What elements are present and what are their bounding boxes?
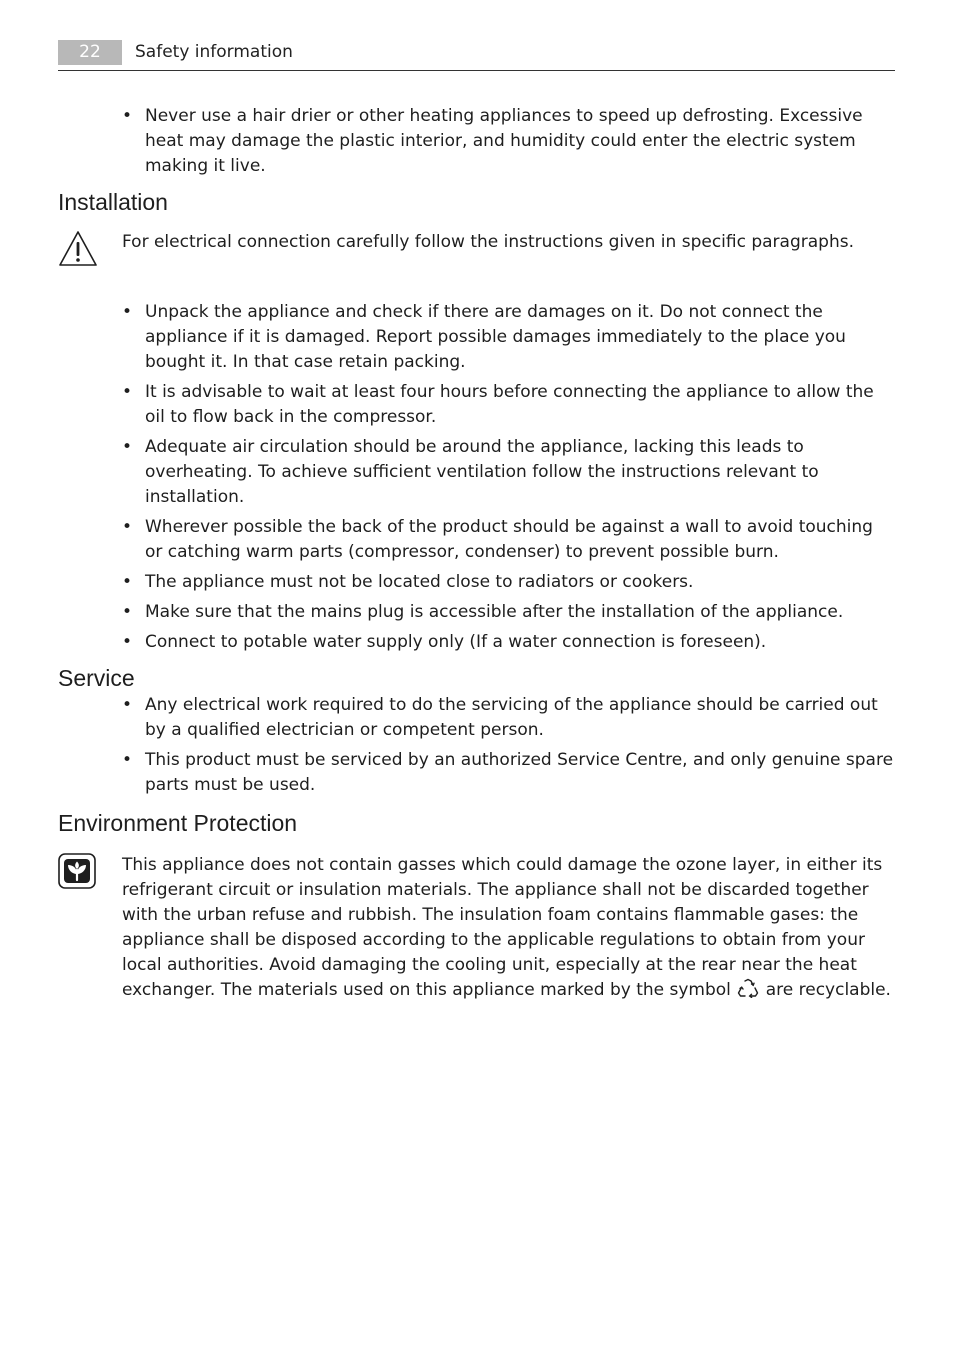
list-item: • This product must be serviced by an authorized Service Centre, and only genuine spare parts must be used.	[145, 748, 895, 798]
installation-warning	[58, 230, 895, 270]
warning-text: For electrical connection carefully follow the instructions given in specific paragraphs.	[122, 232, 854, 252]
intro-list	[58, 104, 895, 179]
environment-text-start: This appliance does not contain gasses which could damage the ozone layer, in either its refrigerant circuit or insulation materials. The appliance shall not be discarded together with the urban refuse and rubbish. The insulation foam contains flammable gases: the appliance shall be disposed according to the applicable regulations to obtain from your local authorities. Avoid damaging the cooling unit, especially at the rear near the heat exchanger. The materials used on this appliance marked by the symbol	[122, 855, 883, 1000]
list-item: • Wherever possible the back of the product should be against a wall to avoid touching or catching warm parts (compressor, condenser) to prevent possible burn.	[145, 515, 895, 565]
page-number: 22	[58, 40, 122, 65]
environment-text-end: are recyclable.	[765, 980, 891, 1000]
list-item: • Unpack the appliance and check if there are damages on it. Do not connect the appliance if it is damaged. Report possible damages immediately to the place you bought it. In that case retain packing.	[145, 300, 895, 375]
environment-plant-icon	[58, 853, 96, 897]
environment-note	[58, 853, 895, 1006]
list-item: • It is advisable to wait at least four hours before connecting the appliance to allow the oil to flow back in the compressor.	[145, 380, 895, 430]
installation-list	[58, 300, 895, 655]
list-item: • Make sure that the mains plug is accessible after the installation of the appliance.	[145, 600, 895, 625]
list-item: • Connect to potable water supply only (If a water connection is foreseen).	[145, 630, 895, 655]
list-item: • Never use a hair drier or other heating appliances to speed up defrosting. Excessive heat may damage the plastic interior, and humidity could enter the electric system making it live.	[145, 104, 895, 179]
recycle-icon	[737, 978, 759, 1006]
page-content	[58, 104, 895, 1006]
service-list	[58, 693, 895, 798]
installation-heading: Installation	[58, 189, 168, 215]
list-item: • The appliance must not be located close to radiators or cookers.	[145, 570, 895, 595]
page-header	[58, 40, 895, 71]
service-heading: Service	[58, 665, 135, 691]
environment-heading: Environment Protection	[58, 810, 298, 836]
header-title: Safety information	[135, 42, 293, 62]
list-item: • Adequate air circulation should be around the appliance, lacking this leads to overheating. To achieve sufficient ventilation follow the instructions relevant to installation.	[145, 435, 895, 510]
list-item: • Any electrical work required to do the servicing of the appliance should be carried out by a qualified electrician or competent person.	[145, 693, 895, 743]
environment-text	[122, 853, 895, 1006]
warning-triangle-icon	[58, 230, 98, 276]
